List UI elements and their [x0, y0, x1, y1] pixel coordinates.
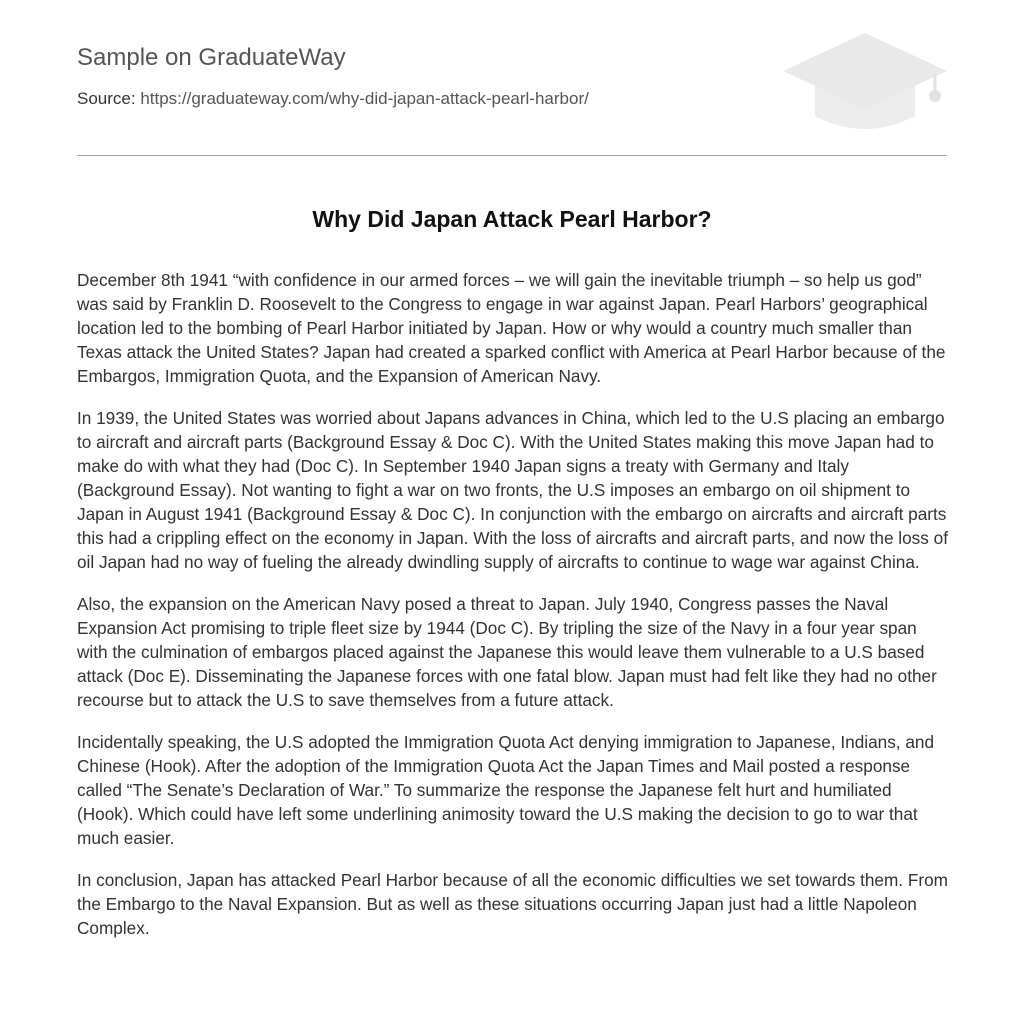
page-header: [77, 0, 947, 156]
source-line: [77, 89, 589, 109]
source-label: Source:: [77, 89, 136, 108]
source-link[interactable]: https://graduateway.com/why-did-japan-attack-pearl-harbor/: [140, 89, 589, 108]
article-title: Why Did Japan Attack Pearl Harbor?: [312, 206, 712, 232]
paragraph: Also, the expansion on the American Navy posed a threat to Japan. July 1940, Congress passes the Naval Expansion Act promising to triple fleet size by 1944 (Doc C). By tripling the size of the Navy in a four year span with the culmination of embargos placed against the Japanese this would leave them vulnerable to a U.S based attack (Doc E). Disseminating the Japanese forces with one fatal blow. Japan must had felt like they had no other recourse but to attack the U.S to save themselves from a future attack.: [77, 594, 937, 710]
site-title: Sample on GraduateWay: [77, 44, 346, 71]
paragraph: In conclusion, Japan has attacked Pearl Harbor because of all the economic difficulties we set towards them. From the Embargo to the Naval Expansion. But as well as these situations occurring Japan just had a little Napoleon Complex.: [77, 870, 948, 938]
paragraph: In 1939, the United States was worried about Japans advances in China, which led to the U.S placing an embargo to aircraft and aircraft parts (Background Essay & Doc C). With the United States making this move Japan had to make do with what they had (Doc C). In September 1940 Japan signs a treaty with Germany and Italy (Background Essay). Not wanting to fight a war on two fronts, the U.S imposes an embargo on oil shipment to Japan in August 1941 (Background Essay & Doc C). In conjunction with the embargo on aircrafts and aircraft parts this had a crippling effect on the economy in Japan. With the loss of aircrafts and aircraft parts, and now the loss of oil Japan had no way of fueling the already dwindling supply of aircrafts to continue to wage war against China.: [77, 408, 948, 572]
paragraph: December 8th 1941 “with confidence in our armed forces – we will gain the inevitable triumph – so help us god” was said by Franklin D. Roosevelt to the Congress to engage in war against Japan. Pearl Harbors’ geographical location led to the bombing of Pearl Harbor initiated by Japan. How or why would a country much smaller than Texas attack the United States? Japan had created a sparked conflict with America at Pearl Harbor because of the Embargos, Immigration Quota, and the Expansion of American Navy.: [77, 270, 946, 386]
paragraph: Incidentally speaking, the U.S adopted the Immigration Quota Act denying immigration to Japanese, Indians, and Chinese (Hook). After the adoption of the Immigration Quota Act the Japan Times and Mail posted a response called “The Senate’s Declaration of War.” To summarize the response the Japanese felt hurt and humiliated (Hook). Which could have left some underlining animosity toward the U.S making the decision to go to war that much easier.: [77, 732, 935, 848]
article-body: [77, 268, 951, 958]
graduation-cap-icon: [780, 30, 950, 134]
header-divider: [77, 155, 947, 156]
